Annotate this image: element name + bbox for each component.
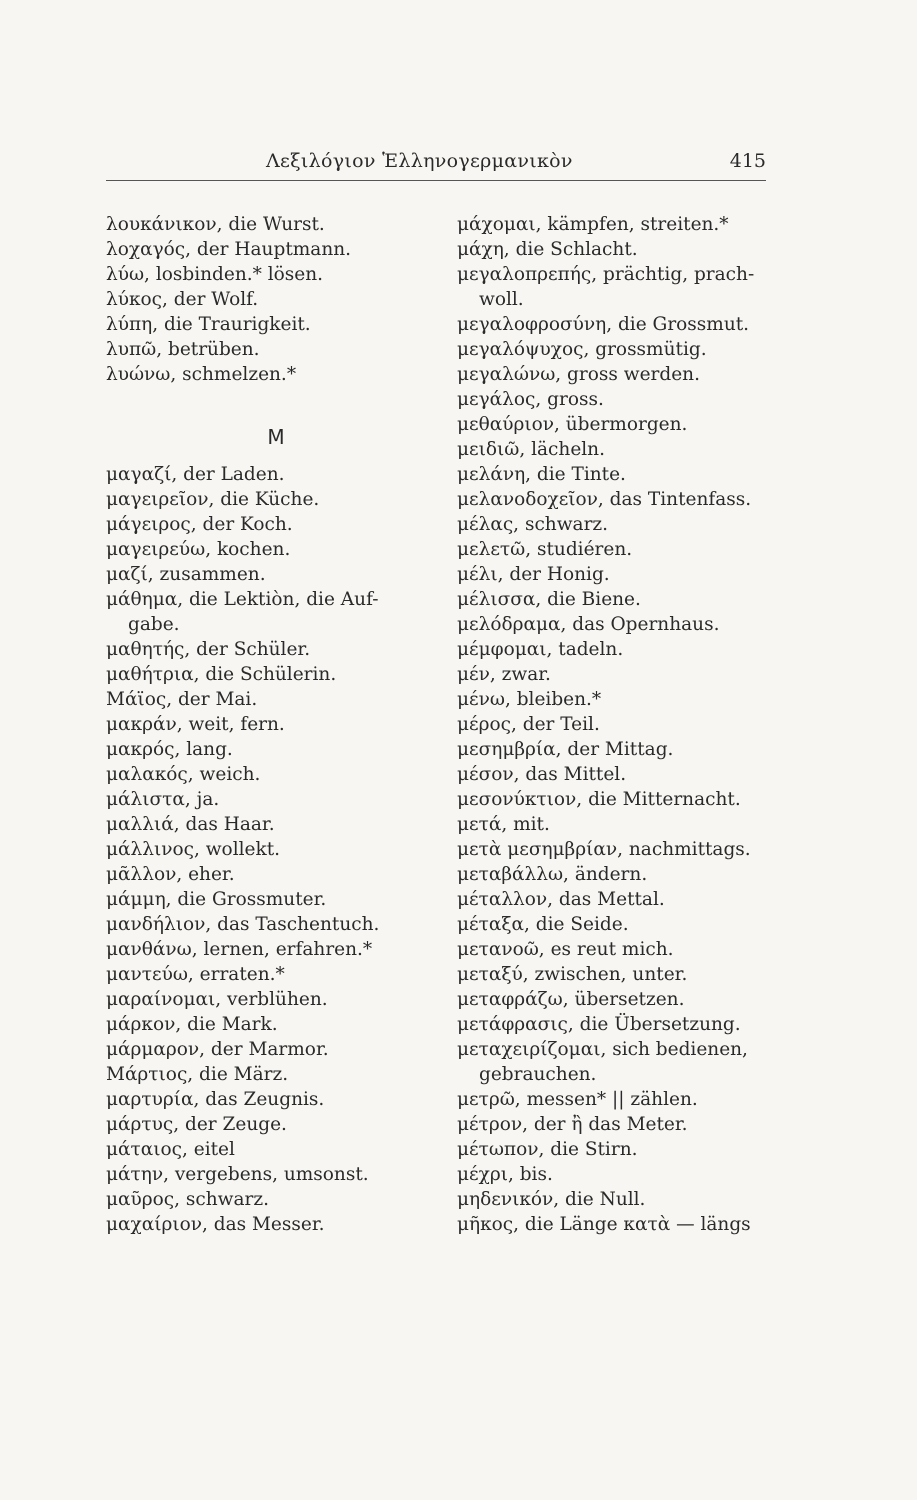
list-item: μαχαίριον, das Messer. [106, 1214, 325, 1235]
list-item: λύκος, der Wolf. [106, 289, 259, 310]
list-item: μάρτυς, der Zeuge. [106, 1114, 287, 1135]
list-item: μαραίνομαι, verblühen. [106, 989, 328, 1010]
list-item: λύπη, die Traurigkeit. [106, 314, 311, 335]
page-header [106, 148, 766, 178]
list-item: μελανοδοχεῖον, das Tintenfass. [457, 489, 752, 510]
entry-line: μεταχειρίζομαι, sich bedienen, [457, 1039, 748, 1060]
list-item: μεσημβρία, der Mittag. [457, 739, 674, 760]
list-item: μεταξύ, zwischen, unter. [457, 964, 688, 985]
list-item: μετρῶ, messen* || zählen. [457, 1089, 698, 1110]
page-number: 415 [729, 150, 766, 172]
list-item: μαλακός, weich. [106, 764, 261, 785]
list-item: μάχη, die Schlacht. [457, 239, 638, 260]
list-item: μάρκον, die Mark. [106, 1014, 278, 1035]
list-item: μακράν, weit, fern. [106, 714, 285, 735]
list-item: μαγειρεῖον, die Küche. [106, 489, 320, 510]
list-item: μᾶλλον, eher. [106, 864, 235, 885]
list-item: λυώνω, schmelzen.* [106, 364, 297, 385]
section-letter: Μ [267, 425, 285, 449]
list-item: μελόδραμα, das Opernhaus. [457, 614, 720, 635]
list-item: μετὰ μεσημβρίαν, nachmittags. [457, 839, 751, 860]
list-item: μεγαλώνω, gross werden. [457, 364, 700, 385]
list-item: μέσον, das Mittel. [457, 764, 627, 785]
list-item: μέταξα, die Seide. [457, 914, 629, 935]
list-item: μετανοῶ, es reut mich. [457, 939, 674, 960]
list-item: μεσονύκτιον, die Mitternacht. [457, 789, 741, 810]
list-item: μέχρι, bis. [457, 1164, 553, 1185]
list-item: μαντεύω, erraten.* [106, 964, 285, 985]
entry-line: μεγαλοπρεπής, prächtig, prach- [457, 264, 755, 285]
list-item: μέμφομαι, tadeln. [457, 639, 624, 660]
list-item: μεταφράζω, übersetzen. [457, 989, 685, 1010]
list-item: μέταλλον, das Mettal. [457, 889, 665, 910]
list-item: μετά, mit. [457, 814, 550, 835]
list-item: μανδήλιον, das Taschentuch. [106, 914, 380, 935]
list-item: μάλιστα, ja. [106, 789, 220, 810]
list-item: μάταιος, eitel [106, 1139, 235, 1160]
list-item: μελετῶ, studiéren. [457, 539, 633, 560]
list-item: μέτωπον, die Stirn. [457, 1139, 638, 1160]
right-column [457, 212, 772, 1237]
list-item: μαζί, zusammen. [106, 564, 266, 585]
list-item: μακρός, lang. [106, 739, 233, 760]
entry-continuation: woll. [479, 289, 524, 310]
list-item: λοχαγός, der Hauptmann. [106, 239, 352, 260]
list-item: μάλλινος, wollekt. [106, 839, 281, 860]
list-item: μαῦρος, schwarz. [106, 1189, 270, 1210]
list-item: μέλας, schwarz. [457, 514, 609, 535]
list-item: Μάϊος, der Mai. [106, 689, 258, 710]
list-item: μάτην, vergebens, umsonst. [106, 1164, 369, 1185]
list-item: μαρτυρία, das Zeugnis. [106, 1089, 325, 1110]
list-item: μεγαλοφροσύνη, die Grossmut. [457, 314, 750, 335]
list-item: μέλι, der Honig. [457, 564, 610, 585]
list-item: μάρμαρον, der Marmor. [106, 1039, 329, 1060]
list-item: Μάρτιος, die März. [106, 1064, 289, 1085]
list-item: μανθάνω, lernen, erfahren.* [106, 939, 373, 960]
list-item [457, 262, 772, 312]
list-item: μεταβάλλω, ändern. [457, 864, 648, 885]
list-item: μάχομαι, kämpfen, streiten.* [457, 214, 729, 235]
list-item: μαθητής, der Schüler. [106, 639, 311, 660]
list-item: λύω, losbinden.* lösen. [106, 264, 324, 285]
list-item: μειδιῶ, lächeln. [457, 439, 605, 460]
spacer [106, 387, 426, 412]
list-item: μάμμη, die Grossmuter. [106, 889, 327, 910]
list-item: μαθήτρια, die Schülerin. [106, 664, 337, 685]
header-rule [106, 180, 766, 181]
list-item: μετάφρασις, die Übersetzung. [457, 1014, 741, 1035]
list-item: μηδενικόν, die Null. [457, 1189, 646, 1210]
list-item: λυπῶ, betrüben. [106, 339, 260, 360]
list-item: λουκάνικον, die Wurst. [106, 214, 325, 235]
list-item: μῆκος, die Länge κατὰ — längs [457, 1214, 751, 1235]
list-item: μαλλιά, das Haar. [106, 814, 275, 835]
list-item: μέρος, der Teil. [457, 714, 600, 735]
entry-continuation: gabe. [128, 614, 180, 635]
entry-continuation: gebrauchen. [479, 1064, 597, 1085]
list-item: μεγάλος, gross. [457, 389, 604, 410]
list-item [457, 1037, 772, 1087]
list-item: μεγαλόψυχος, grossmütig. [457, 339, 707, 360]
running-title: Λεξιλόγιον Ἑλληνογερμανικὸν [266, 150, 573, 172]
list-item: μέτρον, der ἢ das Meter. [457, 1114, 688, 1135]
list-item [106, 587, 426, 637]
list-item: μαγαζί, der Laden. [106, 464, 285, 485]
list-item: μένω, bleiben.* [457, 689, 602, 710]
list-item: μέλισσα, die Biene. [457, 589, 641, 610]
list-item: μεθαύριον, übermorgen. [457, 414, 688, 435]
entry-line: μάθημα, die Lektiòn, die Auf- [106, 589, 379, 610]
list-item: μέν, zwar. [457, 664, 551, 685]
list-item: μάγειρος, der Koch. [106, 514, 293, 535]
list-item: μαγειρεύω, kochen. [106, 539, 291, 560]
left-column [106, 212, 426, 1237]
list-item: μελάνη, die Tinte. [457, 464, 626, 485]
